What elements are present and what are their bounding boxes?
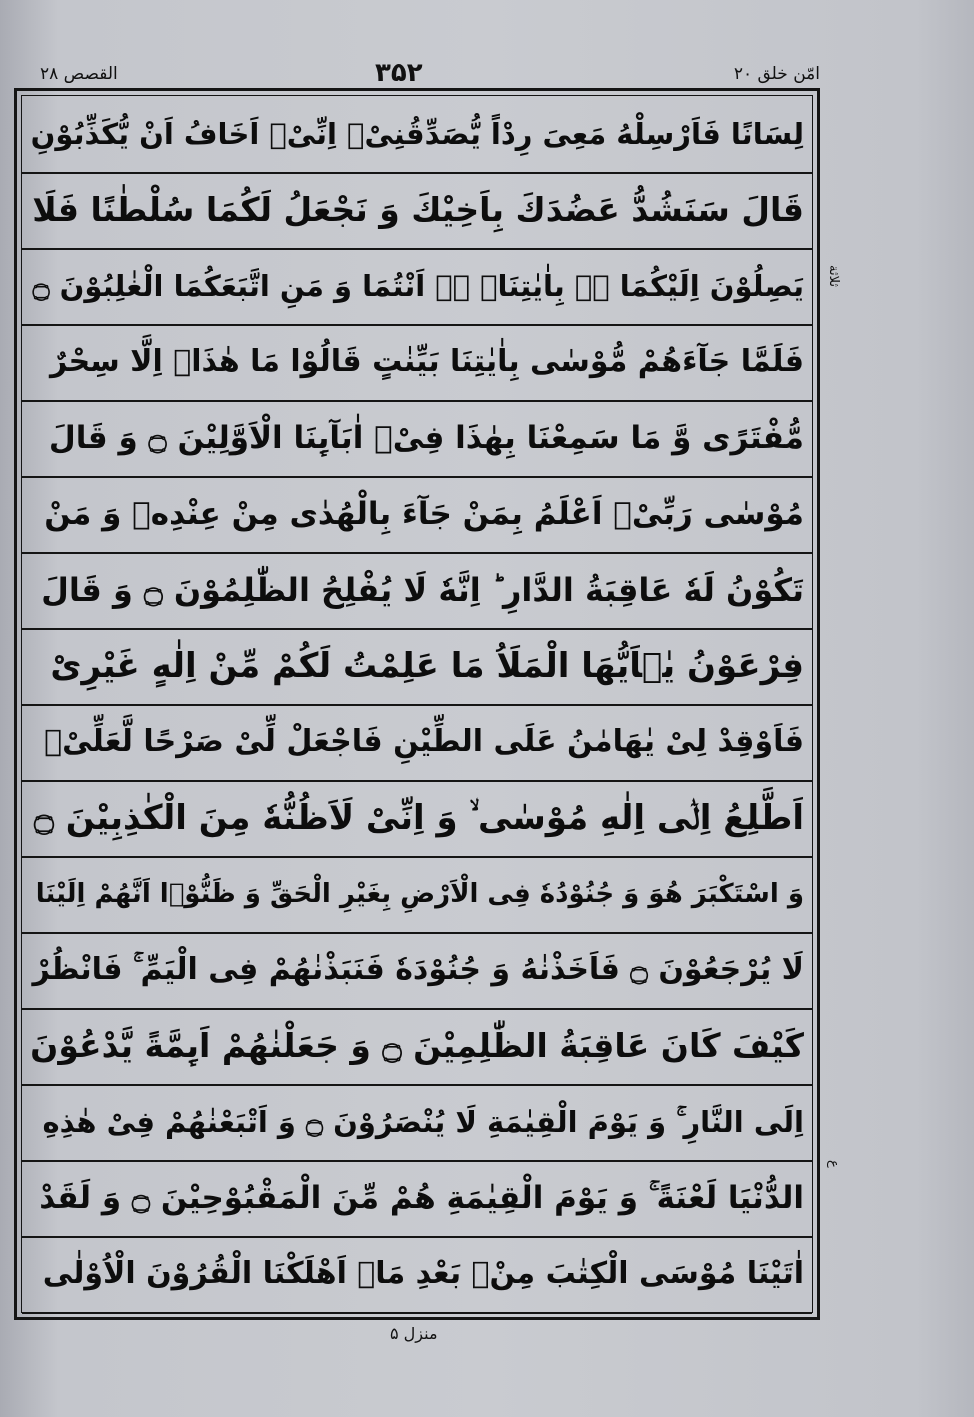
margin-note-bottom: ع [826, 1160, 841, 1168]
verse-line-text: اَطَّلِعُ اِلٰۤی اِلٰهِ مُوْسٰی ۙ وَ اِنِّیْ لَاَظُنُّهٗ مِنَ الْكٰذِبِیْنَ ۝ [34, 798, 804, 838]
page-number: ۳۵۲ [375, 58, 423, 88]
juz-label: امّن خلق ۲۰ [733, 64, 820, 84]
verse-line [22, 704, 812, 782]
text-frame [14, 88, 820, 1320]
verse-line-text: فَاَوْقِدْ لِیْ یٰهَامٰنُ عَلَی الطِّیْنِ فَاجْعَلْ لِّیْ صَرْحًا لَّعَلِّیْۤ [44, 724, 804, 759]
verse-line-text: یَصِلُوْنَ اِلَیْكُمَا ۚۛ بِاٰیٰتِنَاۤ ۚۛ اَنْتُمَا وَ مَنِ اتَّبَعَكُمَا الْغٰلِبُوْنَ ۝ [32, 269, 804, 303]
verse-line-text: فِرْعَوْنُ یٰۤاَیُّهَا الْمَلَاُ مَا عَلِمْتُ لَكُمْ مِّنْ اِلٰهٍ غَیْرِیْ [50, 646, 804, 686]
verse-line-text: الدُّنْیَا لَعْنَةً ۚ وَ یَوْمَ الْقِیٰمَةِ هُمْ مِّنَ الْمَقْبُوْحِیْنَ ۝ وَ لَقَدْ [39, 1180, 804, 1216]
margin-note-top: ثلاثة [826, 265, 841, 287]
verse-line [22, 932, 812, 1010]
verse-line [22, 172, 812, 250]
verse-line-text: مُّفْتَرًی وَّ مَا سَمِعْنَا بِهٰذَا فِیْۤ اٰبَآىِٕنَا الْاَوَّلِیْنَ ۝ وَ قَالَ [48, 420, 804, 456]
verse-line-text: لِسَانًا فَاَرْسِلْهُ مَعِیَ رِدْاً یُّصَدِّقُنِیْۤ اِنِّیْۤ اَخَافُ اَنْ یُّكَذِّبُوْنِ [30, 117, 804, 151]
verse-lines [22, 96, 812, 1312]
verse-line [22, 552, 812, 630]
verse-line-text: اِلَی النَّارِ ۚ وَ یَوْمَ الْقِیٰمَةِ لَا یُنْصَرُوْنَ ۝ وَ اَتْبَعْنٰهُمْ فِیْ هٰذِهِ [42, 1105, 804, 1139]
verse-line-text: قَالَ سَنَشُدُّ عَضُدَكَ بِاَخِیْكَ وَ نَجْعَلُ لَكُمَا سُلْطٰنًا فَلَا [32, 190, 804, 229]
verse-line [22, 1236, 812, 1314]
verse-line-text: تَكُوْنُ لَهٗ عَاقِبَةُ الدَّارِ ؕ اِنَّهٗ لَا یُفْلِحُ الظّٰلِمُوْنَ ۝ وَ قَالَ [41, 571, 804, 609]
verse-line-text: اٰتَیْنَا مُوْسَی الْكِتٰبَ مِنْۢ بَعْدِ مَاۤ اَهْلَكْنَا الْقُرُوْنَ الْاُوْلٰی [42, 1256, 804, 1291]
verse-line [22, 780, 812, 858]
verse-line [22, 96, 812, 174]
manzil-footer: منزل ۵ [390, 1324, 438, 1343]
verse-line [22, 1084, 812, 1162]
verse-line [22, 856, 812, 934]
verse-line [22, 1160, 812, 1238]
verse-line-text: وَ اسْتَكْبَرَ هُوَ وَ جُنُوْدُهٗ فِی الْاَرْضِ بِغَیْرِ الْحَقِّ وَ ظَنُّوْۤا اَنَّهُمْ اِلَیْنَا [35, 879, 804, 909]
verse-line [22, 476, 812, 554]
verse-line [22, 324, 812, 402]
verse-line [22, 248, 812, 326]
verse-line-text: كَیْفَ كَانَ عَاقِبَةُ الظّٰلِمِیْنَ ۝ وَ جَعَلْنٰهُمْ اَىِٕمَّةً یَّدْعُوْنَ [30, 1026, 804, 1065]
page-header [20, 58, 820, 90]
surah-label: القصص ۲۸ [40, 64, 118, 84]
verse-line [22, 1008, 812, 1086]
verse-line-text: لَا یُرْجَعُوْنَ ۝ فَاَخَذْنٰهُ وَ جُنُوْدَهٗ فَنَبَذْنٰهُمْ فِی الْیَمِّ ۚ فَانْظُرْ [32, 952, 804, 987]
text-frame-inner [21, 95, 813, 1313]
verse-line-text: مُوْسٰی رَبِّیْۤ اَعْلَمُ بِمَنْ جَآءَ بِالْهُدٰی مِنْ عِنْدِهٖ وَ مَنْ [44, 496, 804, 532]
verse-line [22, 400, 812, 478]
verse-line [22, 628, 812, 706]
verse-line-text: فَلَمَّا جَآءَهُمْ مُّوْسٰی بِاٰیٰتِنَا بَیِّنٰتٍ قَالُوْا مَا هٰذَاۤ اِلَّا سِحْرٌ [49, 344, 804, 379]
